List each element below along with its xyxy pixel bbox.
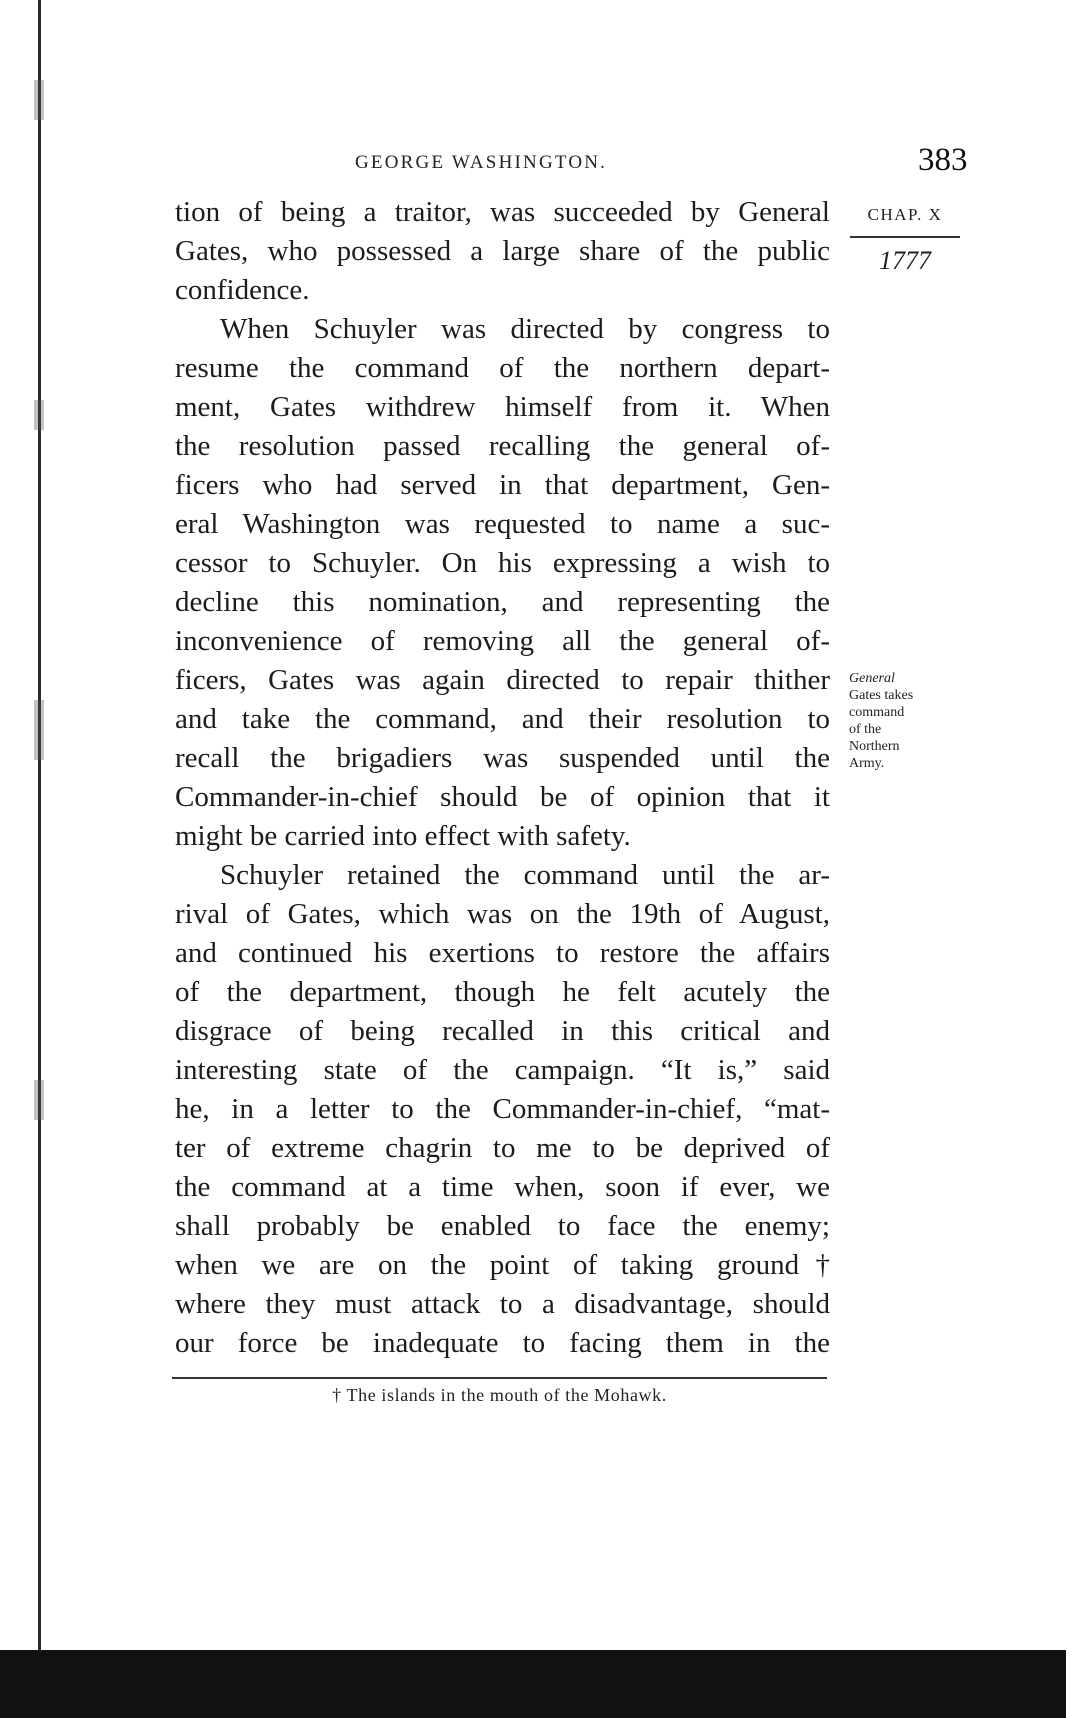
sidenote-line: Northern [849,739,900,754]
sidenote-line: of the [849,722,882,737]
sidenote-line: Gates takes [849,688,914,703]
body-text [175,193,830,1363]
text-line: our force be inadequate to facing them in the [175,1327,830,1359]
footnote: † The islands in the mouth of the Mohawk. [332,1385,667,1405]
text-line: when we are on the point of taking ground† [175,1249,830,1281]
binding-speck [34,1080,44,1120]
text-line: When Schuyler was directed by congress to [220,313,830,345]
text-line: and continued his exertions to restore the affairs [175,937,830,969]
text-line: disgrace of being recalled in this critical and [175,1015,830,1047]
text-line: ter of extreme chagrin to me to be deprived of [175,1132,830,1164]
sidenote [849,670,949,772]
text-line: Gates, who possessed a large share of the public [175,235,830,267]
footnote-rule [172,1377,827,1379]
text-line: the command at a time when, soon if ever, we [175,1171,830,1203]
text-line: he, in a letter to the Commander-in-chief, “mat- [175,1093,830,1125]
binding-speck [34,80,44,120]
text-line: shall probably be enabled to face the enemy; [175,1210,830,1242]
text-line: cessor to Schuyler. On his expressing a wish to [175,547,830,579]
text-line: rival of Gates, which was on the 19th of August, [175,898,830,930]
chapter-label: CHAP. X [867,205,943,224]
chapter-rule [850,236,960,238]
text-line: ficers, Gates was again directed to repair thither [175,664,830,696]
sidenote-line: command [849,705,905,720]
binding-edge [0,0,42,1650]
text-line: tion of being a traitor, was succeeded by General [175,196,830,228]
text-line: ment, Gates withdrew himself from it. When [175,391,830,423]
page-number: 383 [918,142,968,178]
binding-speck [34,700,44,760]
text-line: inconvenience of removing all the general of- [175,625,830,657]
text-line: confidence. [175,274,310,306]
text-line: recall the brigadiers was suspended until the [175,742,830,774]
text-line: Commander-in-chief should be of opinion that it [175,781,830,813]
text-line: interesting state of the campaign. “It is,” said [175,1054,830,1086]
text-line: Schuyler retained the command until the ar- [220,859,830,891]
text-line: resume the command of the northern depart- [175,352,830,384]
sidenote-line: Army. [849,756,885,771]
text-line: the resolution passed recalling the general of- [175,430,830,462]
text-line: eral Washington was requested to name a suc- [175,508,830,540]
year-label: 1777 [879,246,931,275]
text-line: where they must attack to a disadvantage, should [175,1288,830,1320]
running-title: GEORGE WASHINGTON. [355,152,608,173]
scan-bottom-edge [0,1650,1066,1718]
text-line: might be carried into effect with safety. [175,820,631,852]
text-line: of the department, though he felt acutely the [175,976,830,1008]
text-line: and take the command, and their resolution to [175,703,830,735]
binding-speck [34,400,44,430]
text-line: ficers who had served in that department, Gen- [175,469,830,501]
sidenote-line: General [849,671,895,686]
text-line: decline this nomination, and representing the [175,586,830,618]
